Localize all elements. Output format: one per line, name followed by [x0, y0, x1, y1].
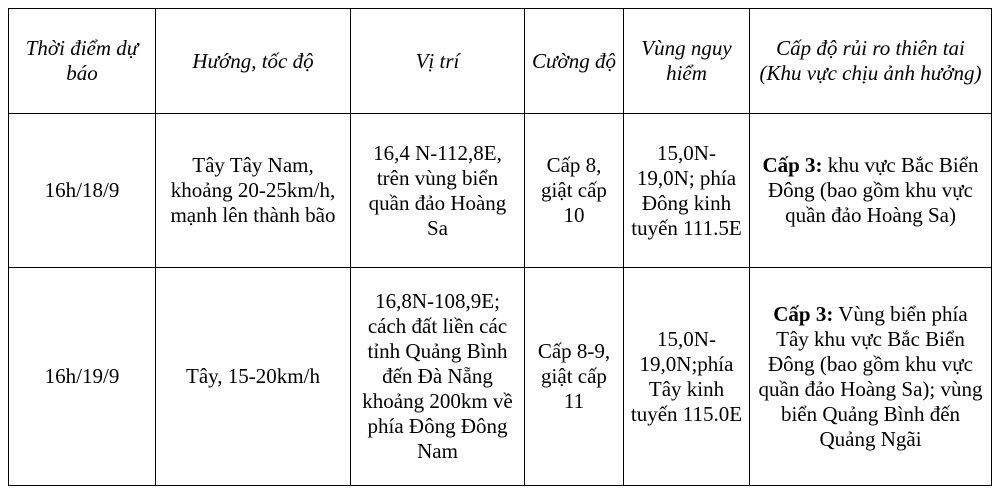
header-risk-level: Cấp độ rủi ro thiên tai (Khu vực chịu ảnh hưởng): [750, 9, 992, 114]
table-header-row: [9, 9, 992, 114]
cell-direction: Tây Tây Nam, khoảng 20-25km/h, mạnh lên thành bão: [156, 114, 351, 268]
cell-risk: [750, 268, 992, 486]
header-position: Vị trí: [351, 9, 525, 114]
table-row: [9, 268, 992, 486]
header-direction-speed: Hướng, tốc độ: [156, 9, 351, 114]
header-intensity: Cường độ: [525, 9, 624, 114]
cell-position: 16,4 N-112,8E, trên vùng biển quần đảo Hoàng Sa: [351, 114, 525, 268]
risk-area-text: khu vực Bắc Biển Đông (bao gồm khu vực quần đảo Hoàng Sa): [767, 153, 979, 227]
table-row: [9, 114, 992, 268]
cell-direction: Tây, 15-20km/h: [156, 268, 351, 486]
cell-time: 16h/18/9: [9, 114, 156, 268]
header-danger-zone: Vùng nguy hiểm: [624, 9, 750, 114]
cell-risk: [750, 114, 992, 268]
cell-intensity: Cấp 8, giật cấp 10: [525, 114, 624, 268]
cell-time: 16h/19/9: [9, 268, 156, 486]
cell-intensity: Cấp 8-9, giật cấp 11: [525, 268, 624, 486]
cell-position: 16,8N-108,9E; cách đất liền các tỉnh Quảng Bình đến Đà Nẵng khoảng 200km về phía Đông Đông Nam: [351, 268, 525, 486]
header-forecast-time: Thời điểm dự báo: [9, 9, 156, 114]
risk-level-label: Cấp 3:: [773, 301, 834, 326]
cell-danger-zone: 15,0N-19,0N; phía Đông kinh tuyến 111.5E: [624, 114, 750, 268]
risk-level-label: Cấp 3:: [762, 153, 823, 177]
cell-danger-zone: 15,0N-19,0N;phía Tây kinh tuyến 115.0E: [624, 268, 750, 486]
risk-area-text: Vùng biển phía Tây khu vực Bắc Biển Đông (bao gồm khu vực quần đảo Hoàng Sa); vùng biển Quảng Bình đến Quảng Ngãi: [758, 301, 983, 451]
forecast-table: [8, 8, 992, 486]
